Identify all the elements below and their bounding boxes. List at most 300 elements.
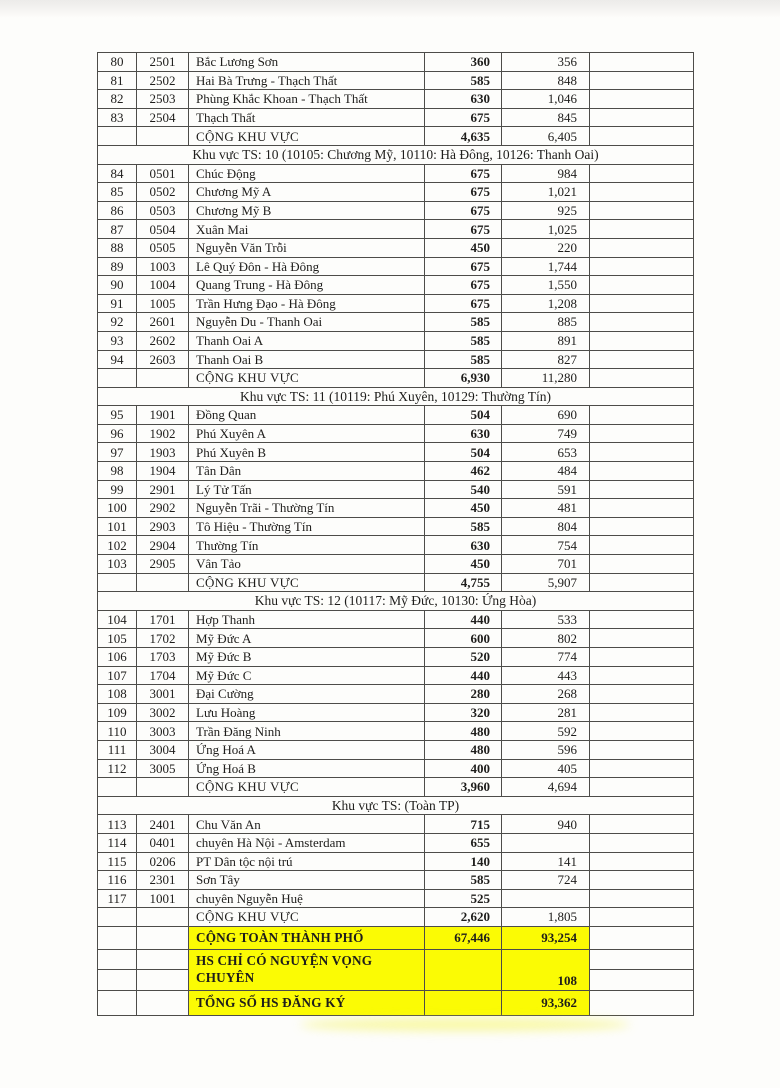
notes-cell [590,331,694,350]
notes-cell [590,369,694,388]
notes-cell [590,276,694,295]
school-row [98,536,694,555]
quota-cell: 675 [425,257,502,276]
quota-cell: 480 [425,722,502,741]
school-code-cell: 1004 [137,276,189,295]
school-name-cell: chuyên Nguyễn Huệ [189,889,425,908]
school-name-cell: Trần Đăng Ninh [189,722,425,741]
region-header-row [98,145,694,164]
region-header: Khu vực TS: (Toàn TP) [98,796,694,815]
region-total-row [98,573,694,592]
quota-cell: 675 [425,164,502,183]
school-code-cell [137,573,189,592]
school-code-cell: 2903 [137,517,189,536]
school-name-cell: Thanh Oai A [189,331,425,350]
row-index-cell [98,926,137,949]
notes-cell [590,462,694,481]
school-code-cell: 1003 [137,257,189,276]
school-code-cell: 2301 [137,871,189,890]
quota-cell: 504 [425,443,502,462]
school-name-cell: Mỹ Đức A [189,629,425,648]
school-name-cell: Chương Mỹ A [189,183,425,202]
school-code-cell: 0504 [137,220,189,239]
notes-cell [590,815,694,834]
school-row [98,815,694,834]
row-index-cell: 83 [98,108,137,127]
registered-cell: 774 [502,648,590,667]
school-name-cell: Tân Dân [189,462,425,481]
quota-cell: 280 [425,685,502,704]
school-name-cell: Quang Trung - Hà Đông [189,276,425,295]
region-total-quota: 4,755 [425,573,502,592]
notes-cell [590,127,694,146]
school-name-cell: Sơn Tây [189,871,425,890]
notes-cell [590,990,694,1015]
quota-cell: 540 [425,480,502,499]
school-row [98,889,694,908]
region-total-quota: 3,960 [425,778,502,797]
school-name-cell: Hợp Thanh [189,610,425,629]
quota-cell: 520 [425,648,502,667]
row-index-cell [98,949,137,970]
quota-cell: 715 [425,815,502,834]
grand-total-quota [425,990,502,1015]
quota-cell: 585 [425,871,502,890]
row-index-cell: 99 [98,480,137,499]
registered-cell: 701 [502,555,590,574]
notes-cell [590,536,694,555]
notes-cell [590,852,694,871]
row-index-cell: 114 [98,833,137,852]
region-total-registered: 4,694 [502,778,590,797]
school-code-cell: 1902 [137,424,189,443]
registered-cell: 940 [502,815,590,834]
notes-cell [590,108,694,127]
quota-cell: 360 [425,53,502,72]
registered-cell: 484 [502,462,590,481]
school-row [98,276,694,295]
registered-cell: 653 [502,443,590,462]
row-index-cell: 108 [98,685,137,704]
notes-cell [590,610,694,629]
registered-cell: 1,744 [502,257,590,276]
school-row [98,852,694,871]
school-row [98,759,694,778]
school-code-cell: 3003 [137,722,189,741]
registered-cell: 220 [502,238,590,257]
notes-cell [590,722,694,741]
school-code-cell: 2401 [137,815,189,834]
school-code-cell: 3001 [137,685,189,704]
school-name-cell: Ứng Hoá A [189,740,425,759]
school-row [98,294,694,313]
region-total-registered: 1,805 [502,908,590,927]
notes-cell [590,257,694,276]
registered-cell: 533 [502,610,590,629]
notes-cell [590,294,694,313]
row-index-cell: 100 [98,499,137,518]
school-code-cell: 2603 [137,350,189,369]
row-index-cell: 87 [98,220,137,239]
registered-cell: 802 [502,629,590,648]
school-code-cell: 1703 [137,648,189,667]
specialized-only-label: HS CHỈ CÓ NGUYỆN VỌNG CHUYÊN [189,949,425,990]
school-code-cell [137,990,189,1015]
school-row [98,703,694,722]
notes-cell [590,833,694,852]
school-name-cell: Ứng Hoá B [189,759,425,778]
notes-cell [590,555,694,574]
region-total-row [98,778,694,797]
row-index-cell: 82 [98,90,137,109]
school-name-cell: Mỹ Đức C [189,666,425,685]
notes-cell [590,778,694,797]
row-index-cell: 93 [98,331,137,350]
school-code-cell: 2503 [137,90,189,109]
registered-cell: 845 [502,108,590,127]
school-code-cell: 1005 [137,294,189,313]
school-code-cell: 1904 [137,462,189,481]
row-index-cell: 98 [98,462,137,481]
registered-cell: 891 [502,331,590,350]
school-code-cell: 2902 [137,499,189,518]
quota-cell: 675 [425,294,502,313]
row-index-cell: 90 [98,276,137,295]
row-index-cell: 94 [98,350,137,369]
row-index-cell: 110 [98,722,137,741]
school-row [98,610,694,629]
registered-cell: 481 [502,499,590,518]
region-total-label: CỘNG KHU VỰC [189,369,425,388]
row-index-cell: 105 [98,629,137,648]
notes-cell [590,313,694,332]
school-row [98,499,694,518]
school-row [98,350,694,369]
row-index-cell [98,127,137,146]
notes-cell [590,164,694,183]
notes-cell [590,220,694,239]
registered-cell: 1,021 [502,183,590,202]
school-code-cell: 3002 [137,703,189,722]
school-name-cell: Bắc Lương Sơn [189,53,425,72]
registered-cell: 281 [502,703,590,722]
school-row [98,443,694,462]
school-code-cell [137,949,189,970]
region-total-registered: 11,280 [502,369,590,388]
region-header: Khu vực TS: 11 (10119: Phú Xuyên, 10129: Thường Tín) [98,387,694,406]
quota-cell: 585 [425,350,502,369]
quota-cell: 585 [425,71,502,90]
region-total-row [98,369,694,388]
school-name-cell: Trần Hưng Đạo - Hà Đông [189,294,425,313]
school-row [98,90,694,109]
region-total-quota: 6,930 [425,369,502,388]
region-header-row [98,387,694,406]
registered-cell: 596 [502,740,590,759]
row-index-cell: 102 [98,536,137,555]
row-index-cell: 103 [98,555,137,574]
quota-cell: 675 [425,276,502,295]
row-index-cell [98,573,137,592]
school-row [98,555,694,574]
quota-cell: 600 [425,629,502,648]
registered-cell: 690 [502,406,590,425]
school-row [98,257,694,276]
region-header: Khu vực TS: 10 (10105: Chương Mỹ, 10110: Hà Đông, 10126: Thanh Oai) [98,145,694,164]
school-code-cell: 0502 [137,183,189,202]
quota-cell: 630 [425,424,502,443]
quota-cell: 675 [425,108,502,127]
notes-cell [590,480,694,499]
registered-cell: 1,046 [502,90,590,109]
notes-cell [590,90,694,109]
notes-cell [590,629,694,648]
notes-cell [590,201,694,220]
notes-cell [590,53,694,72]
city-total-quota: 67,446 [425,926,502,949]
school-name-cell: Tô Hiệu - Thường Tín [189,517,425,536]
row-index-cell: 113 [98,815,137,834]
region-total-label: CỘNG KHU VỰC [189,573,425,592]
school-row [98,108,694,127]
quota-cell: 450 [425,238,502,257]
row-index-cell [98,990,137,1015]
notes-cell [590,573,694,592]
school-code-cell: 2601 [137,313,189,332]
row-index-cell: 101 [98,517,137,536]
notes-cell [590,871,694,890]
registered-cell: 754 [502,536,590,555]
specialized-only-quota [425,949,502,990]
notes-cell [590,648,694,667]
region-total-label: CỘNG KHU VỰC [189,908,425,927]
row-index-cell [98,369,137,388]
notes-cell [590,517,694,536]
row-index-cell [98,778,137,797]
school-code-cell: 0206 [137,852,189,871]
notes-cell [590,443,694,462]
school-name-cell: Chu Văn An [189,815,425,834]
row-index-cell: 116 [98,871,137,890]
row-index-cell: 97 [98,443,137,462]
school-row [98,406,694,425]
school-code-cell [137,970,189,991]
quota-cell: 675 [425,220,502,239]
notes-cell [590,759,694,778]
school-code-cell: 3005 [137,759,189,778]
school-code-cell: 1001 [137,889,189,908]
row-index-cell: 115 [98,852,137,871]
school-row [98,666,694,685]
school-code-cell: 1903 [137,443,189,462]
region-header-row [98,592,694,611]
row-index-cell: 92 [98,313,137,332]
school-code-cell [137,908,189,927]
quota-cell: 320 [425,703,502,722]
school-code-cell: 3004 [137,740,189,759]
quota-cell: 440 [425,610,502,629]
school-name-cell: Lưu Hoàng [189,703,425,722]
school-code-cell: 1702 [137,629,189,648]
city-total-row [98,926,694,949]
school-name-cell: Thanh Oai B [189,350,425,369]
quota-cell: 675 [425,201,502,220]
school-code-cell: 0501 [137,164,189,183]
quota-cell: 585 [425,313,502,332]
registered-cell [502,833,590,852]
row-index-cell: 84 [98,164,137,183]
school-row [98,164,694,183]
notes-cell [590,740,694,759]
school-row [98,220,694,239]
school-name-cell: Lý Tử Tấn [189,480,425,499]
school-code-cell: 0401 [137,833,189,852]
quota-cell: 462 [425,462,502,481]
school-name-cell: Nguyễn Du - Thanh Oai [189,313,425,332]
school-code-cell [137,127,189,146]
school-row [98,517,694,536]
school-row [98,648,694,667]
quota-cell: 450 [425,499,502,518]
registered-cell: 405 [502,759,590,778]
school-name-cell: Phú Xuyên A [189,424,425,443]
region-total-quota: 2,620 [425,908,502,927]
school-name-cell: Nguyễn Trãi - Thường Tín [189,499,425,518]
school-name-cell: Thường Tín [189,536,425,555]
notes-cell [590,703,694,722]
registered-cell: 141 [502,852,590,871]
school-code-cell: 1701 [137,610,189,629]
school-name-cell: Nguyễn Văn Trỗi [189,238,425,257]
quota-cell: 525 [425,889,502,908]
school-row [98,462,694,481]
notes-cell [590,685,694,704]
row-index-cell: 88 [98,238,137,257]
row-index-cell: 86 [98,201,137,220]
quota-cell: 140 [425,852,502,871]
region-header: Khu vực TS: 12 (10117: Mỹ Đức, 10130: Ứng Hòa) [98,592,694,611]
school-name-cell: Đồng Quan [189,406,425,425]
quota-cell: 440 [425,666,502,685]
region-total-registered: 6,405 [502,127,590,146]
quota-cell: 675 [425,183,502,202]
row-index-cell: 112 [98,759,137,778]
school-name-cell: Phùng Khắc Khoan - Thạch Thất [189,90,425,109]
notes-cell [590,238,694,257]
registered-cell: 591 [502,480,590,499]
region-header-row [98,796,694,815]
school-code-cell: 2602 [137,331,189,350]
school-row [98,722,694,741]
row-index-cell [98,970,137,991]
notes-cell [590,424,694,443]
row-index-cell: 117 [98,889,137,908]
school-row [98,740,694,759]
notes-cell [590,350,694,369]
registered-cell: 443 [502,666,590,685]
quota-cell: 585 [425,517,502,536]
quota-cell: 504 [425,406,502,425]
school-row [98,71,694,90]
quota-cell: 630 [425,536,502,555]
registered-cell: 827 [502,350,590,369]
registered-cell [502,889,590,908]
notes-cell [590,71,694,90]
region-total-label: CỘNG KHU VỰC [189,127,425,146]
registered-cell: 848 [502,71,590,90]
row-index-cell: 111 [98,740,137,759]
specialized-only-row [98,949,694,970]
registered-cell: 356 [502,53,590,72]
school-name-cell: Hai Bà Trưng - Thạch Thất [189,71,425,90]
school-code-cell: 2502 [137,71,189,90]
notes-cell [590,908,694,927]
registered-cell: 724 [502,871,590,890]
school-name-cell: PT Dân tộc nội trú [189,852,425,871]
registered-cell: 749 [502,424,590,443]
school-name-cell: Mỹ Đức B [189,648,425,667]
specialized-only-registered: 108 [502,949,590,990]
registered-cell: 804 [502,517,590,536]
school-row [98,238,694,257]
school-code-cell: 1901 [137,406,189,425]
school-code-cell [137,926,189,949]
region-total-row [98,127,694,146]
school-code-cell: 2501 [137,53,189,72]
scan-top-shadow [0,0,780,18]
row-index-cell: 95 [98,406,137,425]
notes-cell [590,499,694,518]
registered-cell: 592 [502,722,590,741]
notes-cell [590,970,694,991]
quota-cell: 655 [425,833,502,852]
school-name-cell: Chúc Động [189,164,425,183]
school-name-cell: Thạch Thất [189,108,425,127]
school-row [98,685,694,704]
school-row [98,480,694,499]
region-total-quota: 4,635 [425,127,502,146]
row-index-cell: 80 [98,53,137,72]
registered-cell: 984 [502,164,590,183]
quota-cell: 585 [425,331,502,350]
school-name-cell: Chương Mỹ B [189,201,425,220]
quota-cell: 400 [425,759,502,778]
yellow-ink-bleed [300,1018,630,1031]
school-code-cell: 2904 [137,536,189,555]
school-code-cell: 2504 [137,108,189,127]
registered-cell: 885 [502,313,590,332]
school-row [98,183,694,202]
row-index-cell: 109 [98,703,137,722]
school-row [98,313,694,332]
notes-cell [590,666,694,685]
registered-cell: 925 [502,201,590,220]
document-sheet [97,52,694,1016]
school-name-cell: chuyên Hà Nội - Amsterdam [189,833,425,852]
row-index-cell [98,908,137,927]
school-name-cell: Xuân Mai [189,220,425,239]
school-code-cell: 2905 [137,555,189,574]
school-row [98,331,694,350]
school-row [98,871,694,890]
school-row [98,833,694,852]
row-index-cell: 96 [98,424,137,443]
notes-cell [590,949,694,970]
school-row [98,629,694,648]
quota-cell: 450 [425,555,502,574]
school-code-cell: 0503 [137,201,189,220]
school-code-cell [137,369,189,388]
